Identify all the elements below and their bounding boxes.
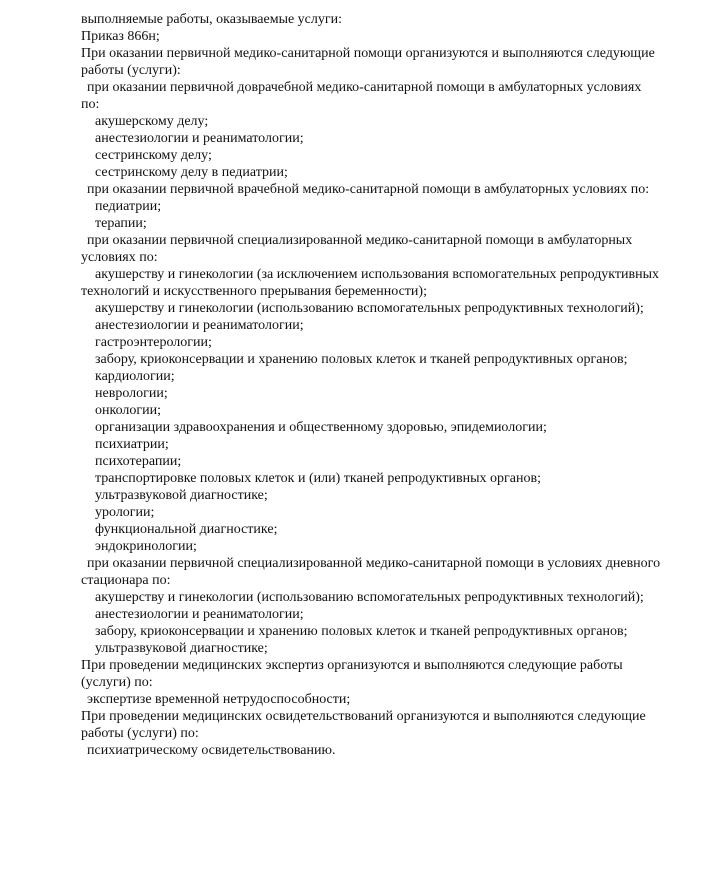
text-line: работы (услуги):: [81, 63, 181, 78]
text-line: при оказании первичной специализированной медико-санитарной помощи в условиях дневного: [87, 556, 661, 571]
text-line: психотерапии;: [95, 454, 182, 469]
text-line: стационара по:: [81, 573, 171, 588]
text-line: функциональной диагностике;: [95, 522, 278, 537]
text-line: ультразвуковой диагностике;: [95, 488, 268, 503]
text-line: При оказании первичной медико-санитарной помощи организуются и выполняются следующие: [81, 46, 655, 61]
text-line: акушерству и гинекологии (использованию вспомогательных репродуктивных технологий);: [95, 590, 644, 605]
text-line: забору, криоконсервации и хранению половых клеток и тканей репродуктивных органов;: [95, 352, 628, 367]
text-line: по:: [81, 97, 100, 112]
text-line: гастроэнтерологии;: [95, 335, 212, 350]
text-line: кардиологии;: [95, 369, 175, 384]
text-line: педиатрии;: [95, 199, 162, 214]
text-line: урологии;: [95, 505, 155, 520]
text-line: выполняемые работы, оказываемые услуги:: [81, 12, 343, 27]
text-line: психиатрии;: [95, 437, 169, 452]
text-line: неврологии;: [95, 386, 168, 401]
text-line: при оказании первичной врачебной медико-санитарной помощи в амбулаторных условиях по:: [87, 182, 650, 197]
text-line: Приказ 866н;: [81, 29, 160, 44]
text-line: при оказании первичной специализированной медико-санитарной помощи в амбулаторных: [87, 233, 633, 248]
text-line: эндокринологии;: [95, 539, 197, 554]
text-line: онкологии;: [95, 403, 162, 418]
text-line: При проведении медицинских освидетельствований организуются и выполняются следующие: [81, 709, 646, 724]
text-line: транспортировке половых клеток и (или) тканей репродуктивных органов;: [95, 471, 541, 486]
text-line: забору, криоконсервации и хранению половых клеток и тканей репродуктивных органов;: [95, 624, 628, 639]
text-line: (услуги) по:: [81, 675, 153, 690]
text-line: сестринскому делу;: [95, 148, 212, 163]
text-line: технологий и искусственного прерывания беременности);: [81, 284, 427, 299]
text-line: психиатрическому освидетельствованию.: [87, 743, 336, 758]
text-line: анестезиологии и реаниматологии;: [95, 318, 304, 333]
text-line: при оказании первичной доврачебной медико-санитарной помощи в амбулаторных условиях: [87, 80, 642, 95]
text-line: При проведении медицинских экспертиз организуются и выполняются следующие работы: [81, 658, 623, 673]
text-line: работы (услуги) по:: [81, 726, 199, 741]
text-line: акушерству и гинекологии (за исключением использования вспомогательных репродуктивных: [95, 267, 660, 282]
text-line: анестезиологии и реаниматологии;: [95, 607, 304, 622]
text-line: сестринскому делу в педиатрии;: [95, 165, 288, 180]
text-line: условиях по:: [81, 250, 158, 265]
text-line: акушерскому делу;: [95, 114, 209, 129]
document-body: [81, 11, 681, 759]
text-line: экспертизе временной нетрудоспособности;: [87, 692, 351, 707]
text-line: организации здравоохранения и общественному здоровью, эпидемиологии;: [95, 420, 547, 435]
text-line: анестезиологии и реаниматологии;: [95, 131, 304, 146]
text-line: ультразвуковой диагностике;: [95, 641, 268, 656]
text-line: акушерству и гинекологии (использованию вспомогательных репродуктивных технологий);: [95, 301, 644, 316]
text-line: терапии;: [95, 216, 147, 231]
